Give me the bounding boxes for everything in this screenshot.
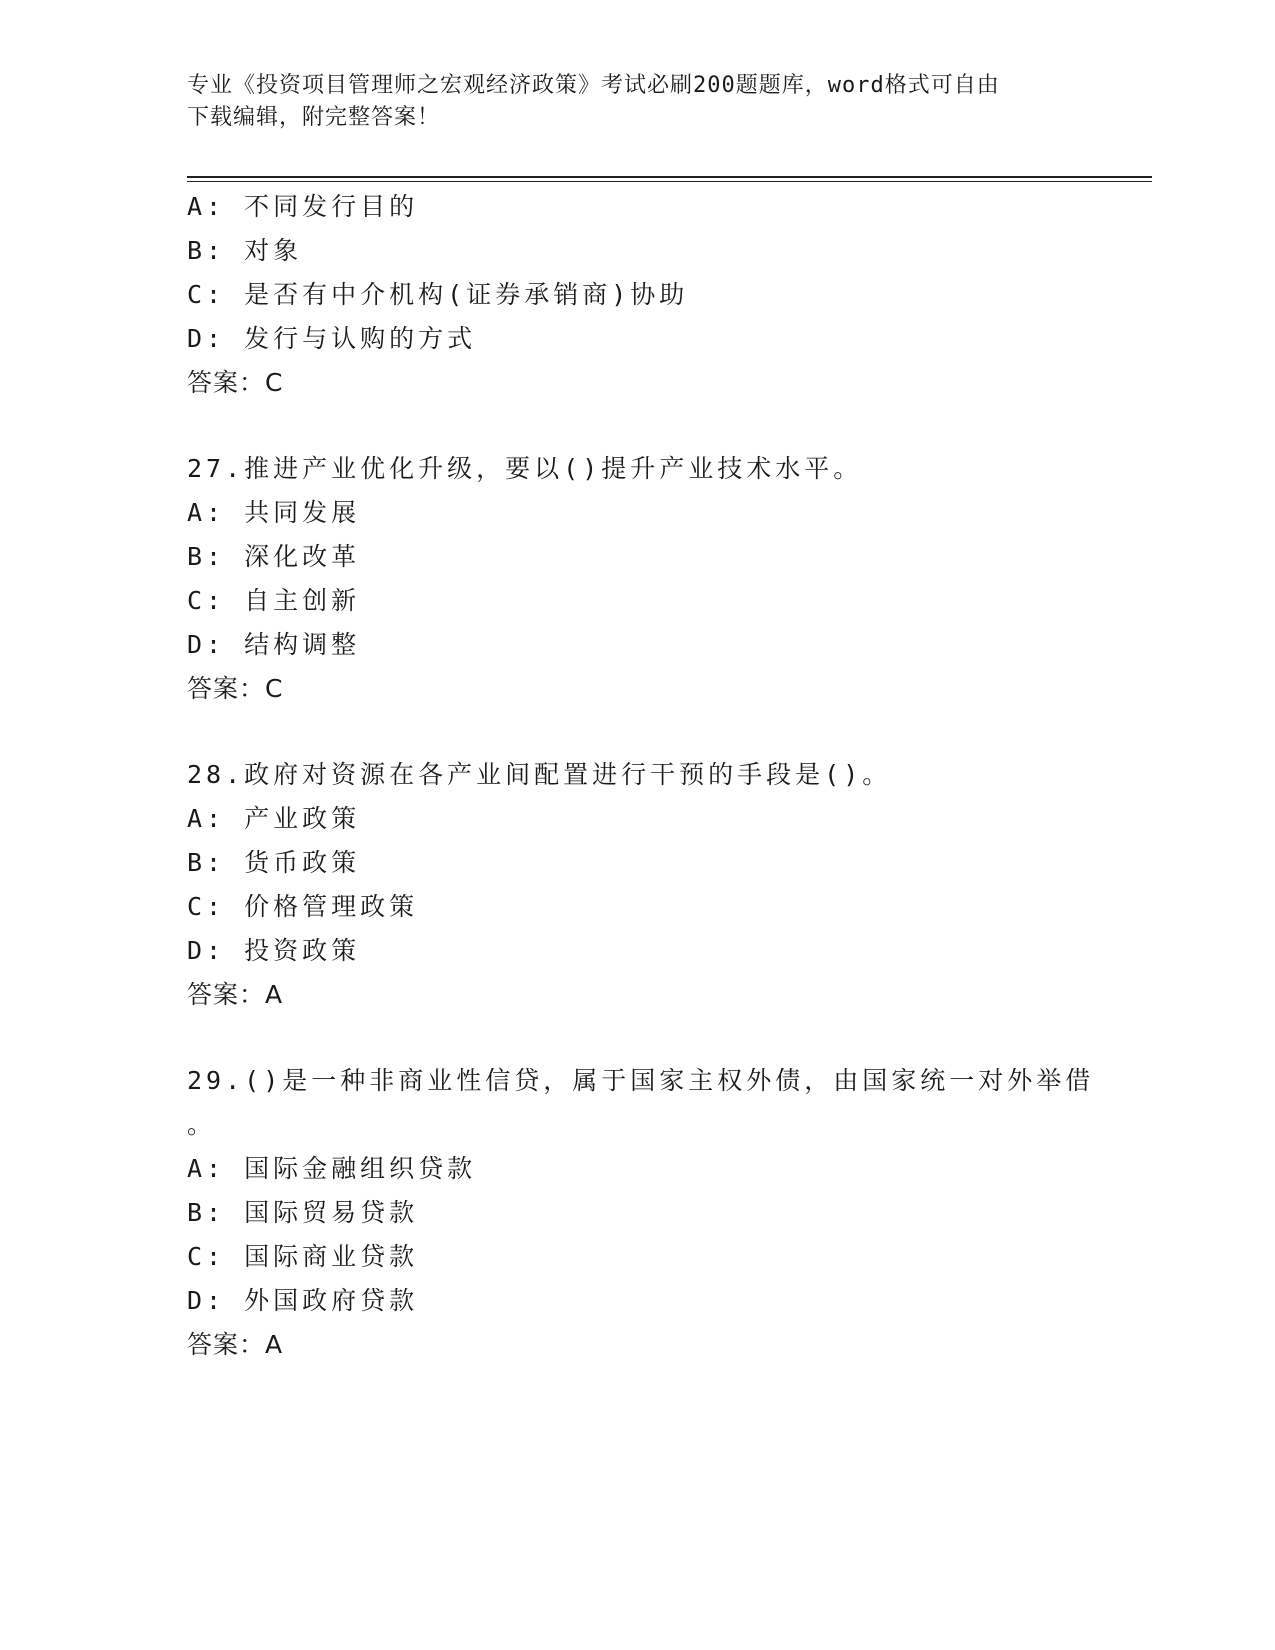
header-line-1: 专业《投资项目管理师之宏观经济政策》考试必刷200题题库，word格式可自由	[187, 73, 1000, 98]
option-d: D: 外国政府贷款	[187, 1286, 419, 1315]
option-a: A: 国际金融组织贷款	[187, 1154, 477, 1183]
option-b: B: 货币政策	[187, 848, 361, 877]
question-28-stem: 28.政府对资源在各产业间配置进行干预的手段是()。	[187, 760, 892, 789]
option-b: B: 国际贸易贷款	[187, 1198, 419, 1227]
answer: 答案：C	[187, 674, 284, 703]
option-d: D: 投资政策	[187, 936, 361, 965]
option-a: A: 共同发展	[187, 498, 361, 527]
answer: 答案：A	[187, 1330, 284, 1359]
option-d: D: 发行与认购的方式	[187, 324, 477, 353]
question-27-stem: 27.推进产业优化升级，要以()提升产业技术水平。	[187, 454, 863, 483]
option-c: C: 是否有中介机构(证券承销商)协助	[187, 280, 689, 309]
option-b: B: 对象	[187, 236, 303, 265]
option-c: C: 自主创新	[187, 586, 361, 615]
question-29-stem-cont: 。	[187, 1110, 217, 1139]
option-b: B: 深化改革	[187, 542, 361, 571]
header-line-2: 下载编辑，附完整答案！	[187, 105, 441, 130]
document-header	[187, 70, 1087, 134]
option-a: A: 不同发行目的	[187, 192, 419, 221]
option-c: C: 价格管理政策	[187, 892, 419, 921]
header-divider	[187, 176, 1152, 178]
option-c: C: 国际商业贷款	[187, 1242, 419, 1271]
answer: 答案：C	[187, 368, 284, 397]
option-d: D: 结构调整	[187, 630, 361, 659]
question-29-stem: 29.()是一种非商业性信贷，属于国家主权外债，由国家统一对外举借	[187, 1066, 1095, 1095]
option-a: A: 产业政策	[187, 804, 361, 833]
header-divider-thin	[187, 181, 1152, 182]
answer: 答案：A	[187, 980, 284, 1009]
